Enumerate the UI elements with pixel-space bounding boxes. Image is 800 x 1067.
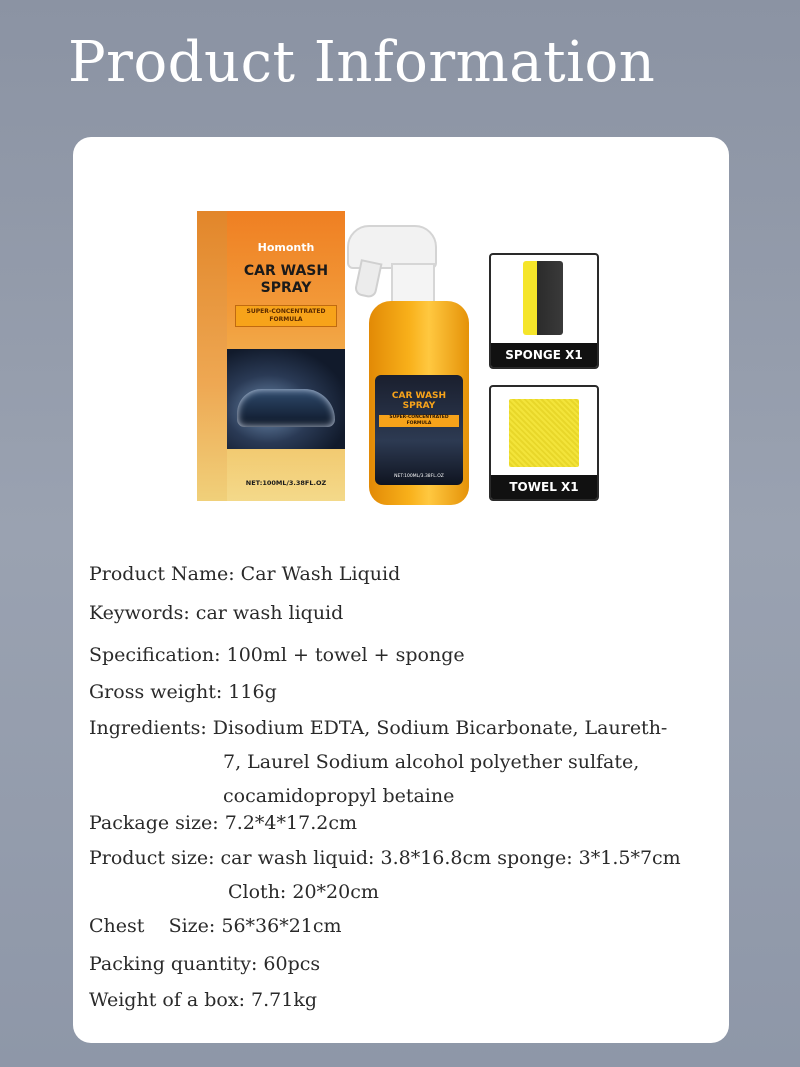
bottle-body — [369, 301, 469, 505]
sponge-frame — [489, 253, 599, 369]
spec-box-weight: Weight of a box: 7.71kg — [89, 989, 317, 1011]
product-box — [197, 211, 345, 501]
bottle-title-line1: CAR WASH — [391, 391, 447, 401]
bottle-neck — [391, 263, 435, 305]
bottle-label — [375, 375, 463, 485]
spec-specification: Specification: 100ml + towel + sponge — [89, 644, 465, 666]
spec-chest-size: Chest Size: 56*36*21cm — [89, 915, 342, 937]
spec-gross-weight: Gross weight: 116g — [89, 681, 277, 703]
spec-ingredients: Ingredients: Disodium EDTA, Sodium Bicarbonate, Laureth- — [89, 717, 668, 739]
product-info-card — [73, 137, 729, 1043]
box-net-volume: NET:100ML/3.38FL.OZ — [245, 479, 327, 487]
box-title-line1: CAR WASH — [243, 263, 329, 279]
spec-keywords: Keywords: car wash liquid — [89, 602, 344, 624]
bottle-label-title — [375, 391, 463, 411]
sponge-label: SPONGE X1 — [491, 343, 597, 367]
box-front-panel — [227, 211, 345, 501]
page-title: Product Information — [68, 30, 656, 95]
spec-package-size: Package size: 7.2*4*17.2cm — [89, 812, 357, 834]
spec-packing-quantity: Packing quantity: 60pcs — [89, 953, 321, 975]
box-car-image — [227, 349, 345, 449]
spec-product-size: Product size: car wash liquid: 3.8*16.8cm sponge: 3*1.5*7cm — [89, 847, 681, 869]
box-title — [227, 263, 345, 297]
spec-product-size-cont: Cloth: 20*20cm — [228, 881, 379, 903]
product-photo — [197, 211, 601, 511]
box-side-panel — [197, 211, 227, 501]
box-title-line2: SPRAY — [260, 280, 312, 296]
spec-ingredients-cont-1: 7, Laurel Sodium alcohol polyether sulfate, — [223, 751, 640, 773]
box-brand-logo: Homonth — [257, 241, 315, 254]
spec-ingredients-cont-2: cocamidopropyl betaine — [223, 785, 455, 807]
sponge-image — [523, 261, 563, 335]
spec-product-name: Product Name: Car Wash Liquid — [89, 563, 401, 585]
bottle-label-net: NET:100ML/3.38FL.OZ — [394, 474, 444, 479]
box-subtitle: SUPER-CONCENTRATED FORMULA — [235, 305, 337, 327]
bottle-title-line2: SPRAY — [402, 401, 436, 411]
spray-bottle — [347, 225, 477, 505]
towel-image — [509, 399, 579, 467]
towel-frame — [489, 385, 599, 501]
bottle-label-subtitle: SUPER-CONCENTRATED FORMULA — [379, 415, 459, 427]
towel-label: TOWEL X1 — [491, 475, 597, 499]
